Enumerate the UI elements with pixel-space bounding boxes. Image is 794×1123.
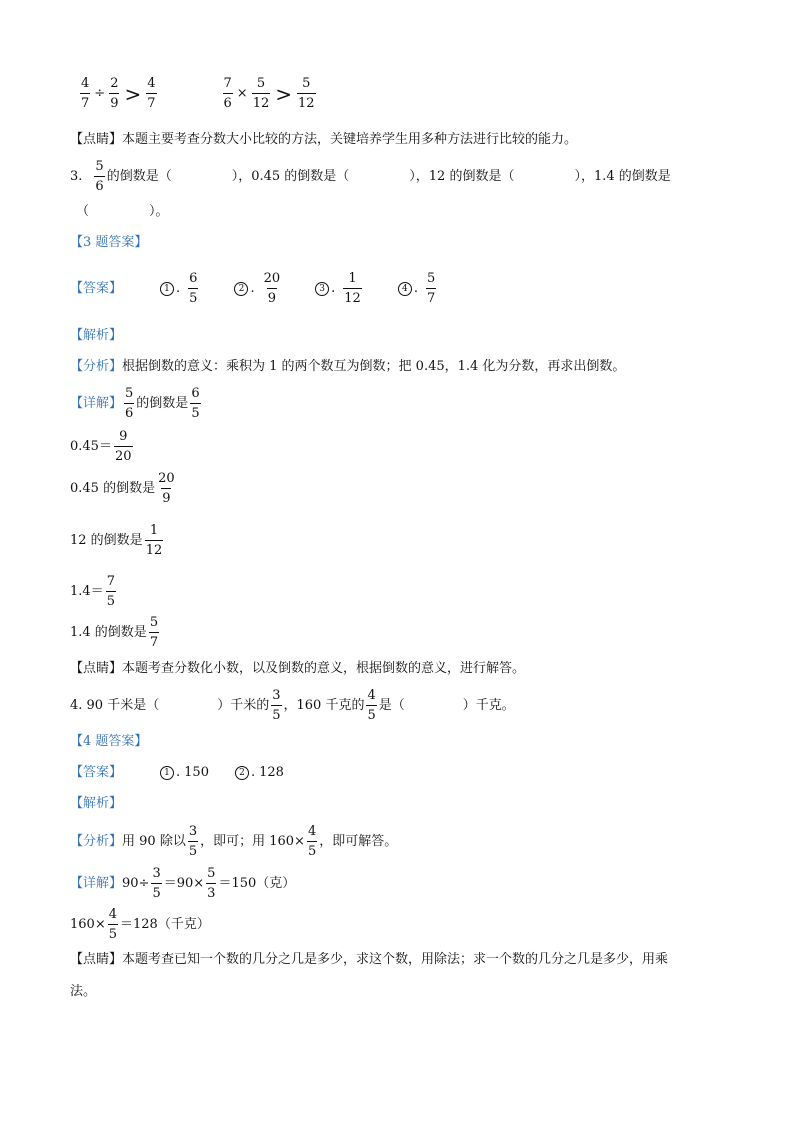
q4-answer-heading: 【4 题答案】	[70, 734, 148, 749]
fraction: $\frac{5}{7}$	[149, 615, 159, 650]
fraction: $\frac{20}{9}$	[263, 271, 281, 306]
dianjing-3-cont: 法。	[70, 984, 97, 999]
q3-xiangjie-3: 0.45 的倒数是 $\frac{20}{9}$	[70, 471, 175, 506]
dianjing-2: 【点睛】 本题考查分数化小数，以及倒数的意义，根据倒数的意义，进行解答。	[70, 661, 526, 676]
q3-xiangjie-4: 12 的倒数是 $\frac{1}{12}$	[70, 523, 163, 558]
fraction: $\frac{4}{5}$	[367, 688, 376, 723]
fraction: $\frac{1}{12}$	[145, 523, 163, 558]
fraction: $\frac{6}{5}$	[191, 386, 200, 421]
fraction: $\frac{9}{20}$	[114, 429, 132, 464]
fraction: $\frac{5}{6}$	[95, 159, 104, 194]
q4-xiangjie-1: 【详解】 90÷ $\frac{3}{5}$ ＝90× $\frac{5}{3}$ ＝150（克）	[70, 866, 296, 901]
q3-answer-line: 【答案】 1 . $\frac{6}{5}$ 2 . $\frac{20}{9}$ 3 . $\frac{1}{12}$ 4 . $\frac{5}{7}$	[70, 271, 436, 306]
fraction: $\frac{20}{9}$	[158, 471, 175, 506]
question-4: 4. 90 千米是（ ）千米的 $\frac{3}{5}$ ，160 千克的 $\frac{4}{5}$ 是（ ）千克。	[70, 688, 515, 723]
fraction: $\frac{5}{12}$	[252, 76, 270, 111]
q3-fenxi: 【分析】 根据倒数的意义：乘积为 1 的两个数互为倒数；把 0.45，1.4 化为分数，再求出倒数。	[70, 359, 626, 374]
fraction: $\frac{4}{7}$	[81, 76, 90, 111]
comparison-line: $\frac{4}{7}$ ÷ $\frac{2}{9}$ > $\frac{4}{7}$ $\frac{7}{6}$ × $\frac{5}{12}$ > $\frac{5}{12}$	[81, 76, 315, 111]
q4-answer-line: 【答案】 1 . 150 2 . 128	[70, 765, 284, 780]
q3-xiangjie-6: 1.4 的倒数是 $\frac{5}{7}$	[70, 615, 159, 650]
fraction: $\frac{3}{5}$	[272, 688, 281, 723]
q3-xiangjie-5: 1.4＝ $\frac{7}{5}$	[70, 574, 115, 609]
question-3: 3. $\frac{5}{6}$ 的倒数是（ ），0.45 的倒数是（ ），12 的倒数是（ ），1.4 的倒数是	[70, 159, 671, 194]
q4-fenxi: 【分析】 用 90 除以 $\frac{3}{5}$ ，即可；用 160× $\frac{4}{5}$ ，即可解答。	[70, 824, 398, 859]
q3-answer-heading: 【3 题答案】	[70, 235, 148, 250]
fraction: $\frac{3}{5}$	[188, 824, 198, 859]
fraction: $\frac{5}{12}$	[298, 76, 315, 111]
fraction: $\frac{4}{5}$	[307, 824, 317, 859]
dianjing-1: 【点睛】 本题主要考查分数大小比较的方法，关键培养学生用多种方法进行比较的能力。	[70, 132, 578, 147]
question-3-cont: （ ）。	[76, 204, 169, 219]
fraction: $\frac{3}{5}$	[152, 866, 161, 901]
fraction: $\frac{1}{12}$	[344, 271, 361, 306]
q4-xiangjie-2: 160× $\frac{4}{5}$ ＝128（千克）	[70, 907, 210, 942]
fraction: $\frac{4}{7}$	[147, 76, 156, 111]
fraction: $\frac{5}{6}$	[125, 386, 134, 421]
q3-jiexi: 【解析】	[70, 328, 123, 343]
fraction: $\frac{5}{3}$	[207, 866, 216, 901]
dianjing-3: 【点睛】 本题考查已知一个数的几分之几是多少，求这个数，用除法；求一个数的几分之几是多少，用乘	[70, 952, 669, 967]
fraction: $\frac{4}{5}$	[108, 907, 117, 942]
fraction: $\frac{6}{5}$	[189, 271, 198, 306]
fraction: $\frac{2}{9}$	[110, 76, 119, 111]
fraction: $\frac{7}{5}$	[106, 574, 115, 609]
q3-xiangjie-1: 【详解】 $\frac{5}{6}$ 的倒数是 $\frac{6}{5}$	[70, 386, 200, 421]
q3-xiangjie-2: 0.45＝ $\frac{9}{20}$	[70, 429, 132, 464]
fraction: $\frac{5}{7}$	[426, 271, 436, 306]
q4-jiexi: 【解析】	[70, 796, 123, 811]
fraction: $\frac{7}{6}$	[223, 76, 232, 111]
